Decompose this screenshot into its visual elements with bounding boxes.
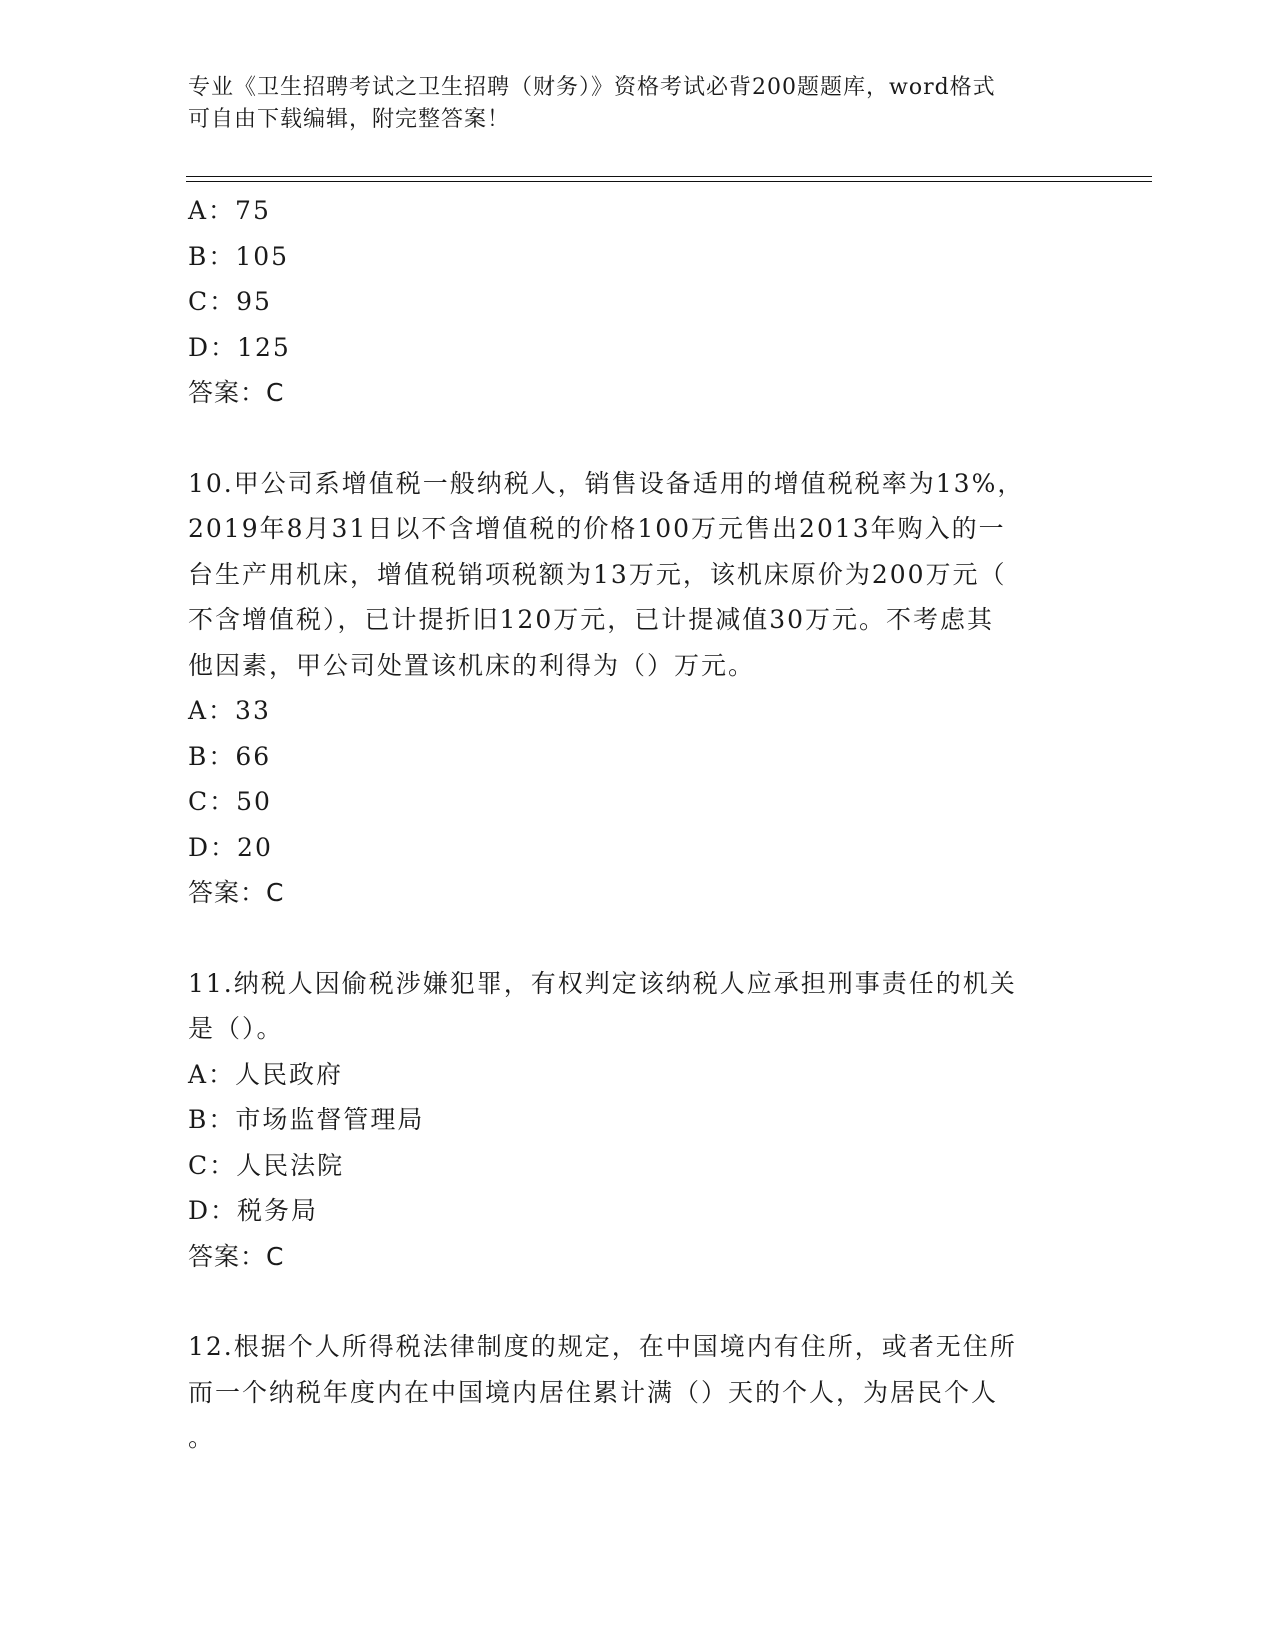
spacer [188, 416, 1078, 461]
option-d: D：税务局 [188, 1196, 319, 1225]
question-11 [188, 961, 1078, 1280]
header-line-2: 可自由下载编辑，附完整答案！ [188, 107, 511, 132]
spacer [188, 1279, 1078, 1324]
answer-line: 答案：C [188, 878, 285, 907]
spacer [188, 916, 1078, 961]
option-d: D：125 [188, 332, 291, 362]
option-c: C：人民法院 [188, 1150, 345, 1180]
option-a: A：75 [188, 196, 271, 225]
header-line-1: 专业《卫生招聘考试之卫生招聘（财务）》资格考试必背200题题库，word格式 [188, 75, 996, 100]
answer-line: 答案：C [188, 1241, 285, 1271]
option-b: B：市场监督管理局 [188, 1105, 425, 1134]
option-a: A：33 [188, 696, 271, 725]
header-divider-bottom [186, 181, 1152, 182]
question-12 [188, 1324, 1078, 1461]
question-text-line: 他因素，甲公司处置该机床的利得为（）万元。 [188, 650, 756, 680]
question-text-line: 而一个纳税年度内在中国境内居住累计满（）天的个人，为居民个人 [188, 1377, 999, 1407]
option-b: B：105 [188, 241, 290, 271]
question-text-line: 10.甲公司系增值税一般纳税人，销售设备适用的增值税税率为13%， [188, 468, 1025, 498]
option-d: D：20 [188, 832, 273, 862]
question-9-continued [188, 188, 1078, 416]
header-divider-top [186, 176, 1152, 177]
question-content [188, 188, 1078, 1461]
question-text-line: 。 [188, 1423, 216, 1452]
document-header [188, 72, 1068, 136]
question-text-line: 11.纳税人因偷税涉嫌犯罪，有权判定该纳税人应承担刑事责任的机关 [188, 968, 1017, 998]
option-c: C：95 [188, 287, 272, 316]
question-text-line: 12.根据个人所得税法律制度的规定，在中国境内有住所，或者无住所 [188, 1332, 1017, 1361]
option-a: A：人民政府 [188, 1059, 344, 1089]
question-text-line: 不含增值税），已计提折旧120万元，已计提减值30万元。不考虑其 [188, 605, 995, 634]
answer-line: 答案：C [188, 378, 285, 407]
question-text-line: 2019年8月31日以不含增值税的价格100万元售出2013年购入的一 [188, 514, 1006, 543]
question-text-line: 台生产用机床，增值税销项税额为13万元，该机床原价为200万元（ [188, 559, 1007, 589]
option-b: B：66 [188, 741, 272, 771]
option-c: C：50 [188, 787, 272, 816]
question-10 [188, 461, 1078, 916]
question-text-line: 是（）。 [188, 1014, 284, 1043]
